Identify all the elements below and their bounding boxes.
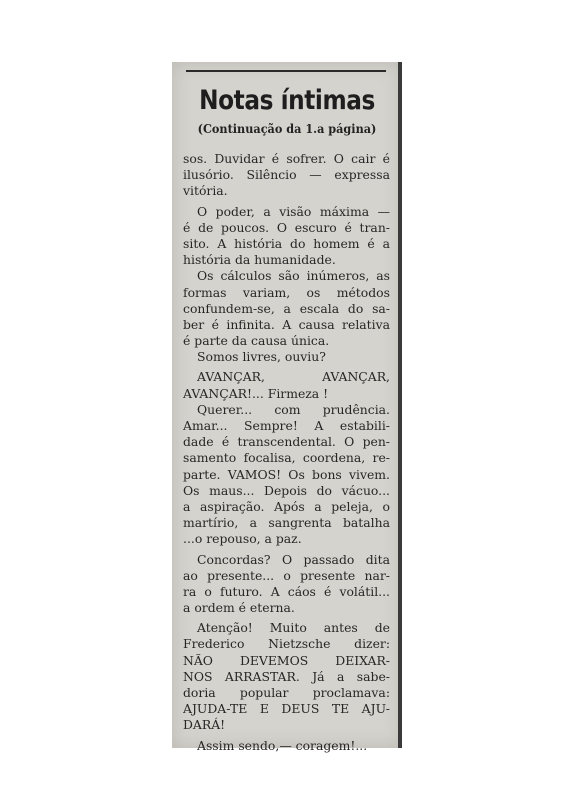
text-line: Atenção! Muito antes de [197, 620, 390, 636]
headline: Notas íntimas [199, 85, 375, 116]
text-line: sito. A história do homem é a [183, 235, 390, 251]
text-line: AVANÇAR, AVANÇAR, [197, 369, 390, 385]
text-line: samento focalisa, coordena, re- [183, 450, 390, 466]
text-line: doria popular proclamava: [183, 685, 390, 700]
text-line: AJUDA-TE E DEUS TE AJU- [183, 701, 390, 717]
text-line: vitória. [183, 183, 228, 199]
subheadline: (Continuação da 1.a página) [197, 121, 377, 136]
text-line: a aspiração. Após a peleja, o [183, 498, 390, 514]
text-line: Os maus... Depois do vácuo... [183, 482, 390, 498]
text-line: dade é transcendental. O pen- [183, 434, 390, 450]
text-line: NÃO DEVEMOS DEIXAR- [183, 652, 390, 668]
text-line: formas variam, os métodos [183, 284, 390, 300]
text-line: AVANÇAR!... Firmeza ! [183, 385, 329, 401]
text-line: DARÁ! [183, 717, 226, 733]
text-line: sos. Duvidar é sofrer. O cair é [183, 151, 390, 166]
text-line: Querer... com prudência. [197, 401, 390, 417]
text-line: ...o repouso, a paz. [183, 531, 302, 547]
article-body [183, 151, 390, 754]
text-line: martírio, a sangrenta batalha [183, 515, 390, 531]
text-line: ra o futuro. A cáos é volátil... [183, 583, 390, 599]
text-line: história da humanidade. [183, 252, 336, 268]
text-line: ber é infinita. A causa relativa [183, 316, 390, 332]
clipping-dark-edge [398, 62, 402, 748]
top-rule [186, 70, 386, 72]
text-line: Frederico Nietzsche dizer: [183, 636, 390, 652]
text-line: a ordem é eterna. [183, 600, 295, 616]
text-line: ilusório. Silêncio — expressa [183, 167, 390, 183]
text-line: NOS ARRASTAR. Já a sabe- [183, 668, 390, 684]
text-line: confundem-se, a escala do sa- [183, 300, 390, 316]
text-line: Amar... Sempre! A estabili- [183, 418, 390, 433]
text-line: Os cálculos são inúmeros, as [197, 268, 390, 284]
text-line: é de poucos. O escuro é tran- [183, 219, 390, 235]
text-line: O poder, a visão máxima — [197, 203, 390, 219]
text-line: Concordas? O passado dita [197, 551, 390, 567]
text-line: ao presente... o presente nar- [183, 567, 390, 583]
text-line: parte. VAMOS! Os bons vivem. [183, 466, 390, 482]
text-line: é parte da causa única. [183, 333, 330, 349]
text-line: Somos livres, ouviu? [197, 349, 326, 365]
text-line: Assim sendo,— coragem!... [197, 737, 368, 753]
